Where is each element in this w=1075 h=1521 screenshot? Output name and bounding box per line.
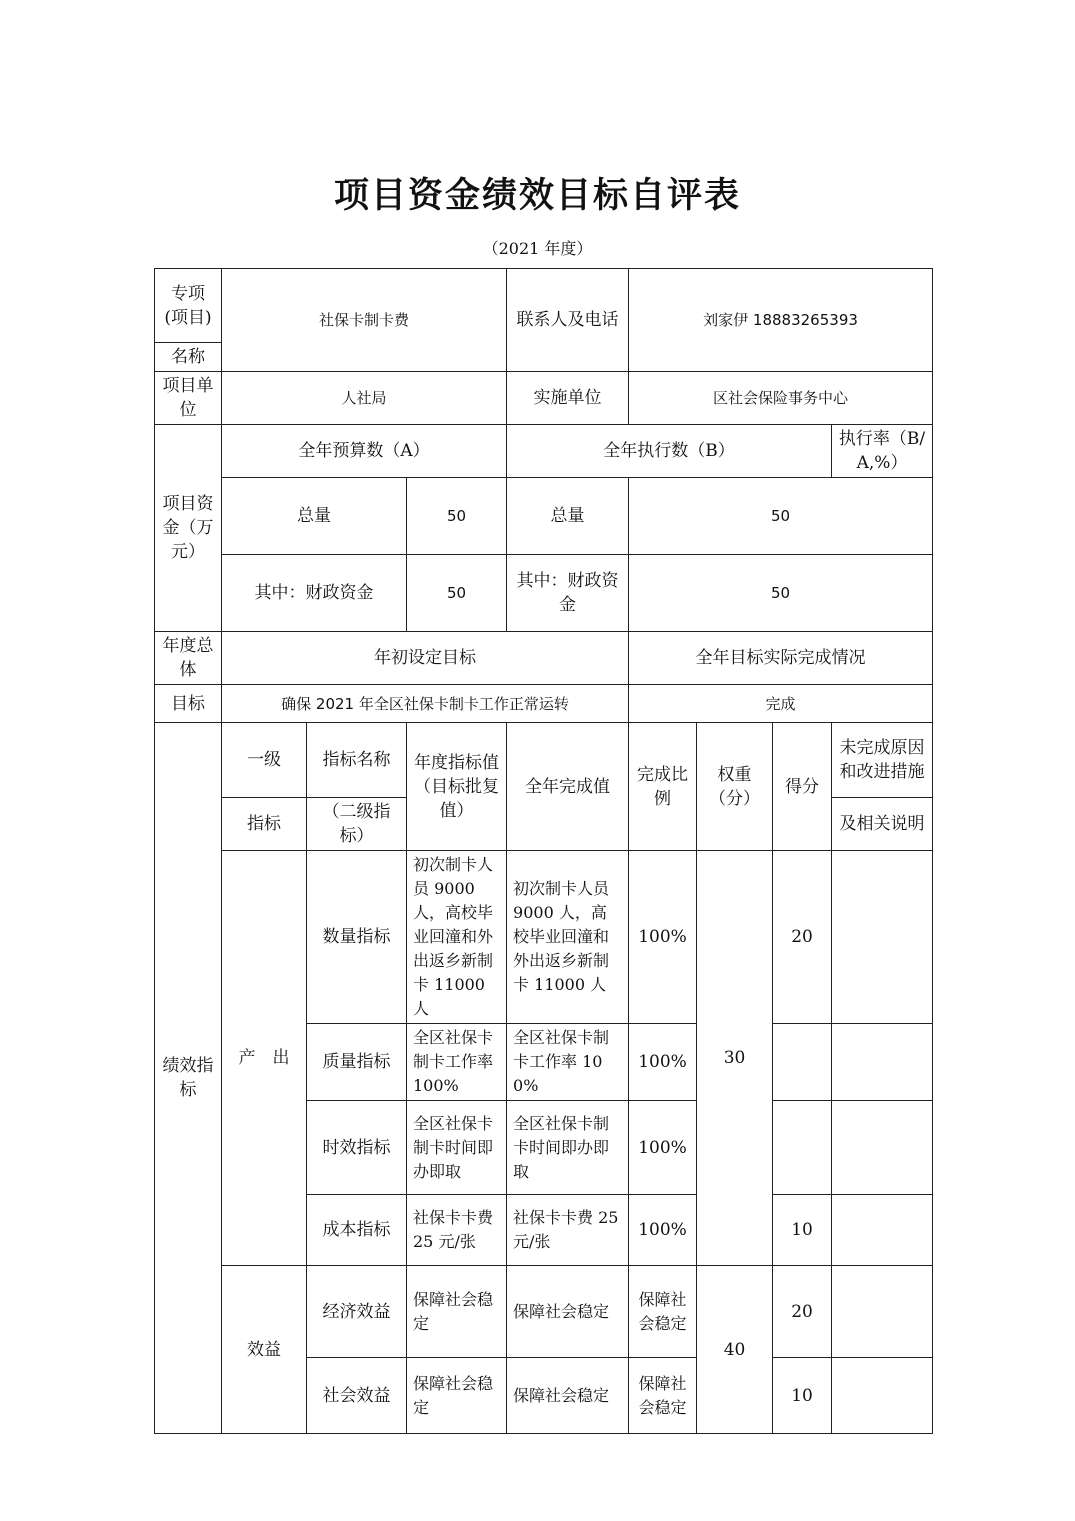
indicator-reason [832, 1195, 933, 1266]
funds-total-a: 50 [407, 478, 507, 555]
project-name-value: 社保卡制卡费 [222, 269, 507, 372]
contact-label: 联系人及电话 [507, 269, 629, 372]
indicator-score: 20 [773, 1266, 832, 1358]
rate-label: 执行率（B/A,%） [832, 425, 933, 478]
col-name-a: 指标名称 [307, 723, 407, 798]
indicator-score [773, 1101, 832, 1195]
indicator-reason [832, 1101, 933, 1195]
indicator-name: 成本指标 [307, 1195, 407, 1266]
indicator-name: 社会效益 [307, 1358, 407, 1434]
col-score: 得分 [773, 723, 832, 851]
exec-unit-value: 区社会保险事务中心 [629, 372, 933, 425]
unit-value: 人社局 [222, 372, 507, 425]
perf-label: 绩效指标 [155, 723, 222, 1434]
indicator-reason [832, 851, 933, 1024]
group-benefit-weight: 40 [697, 1266, 773, 1434]
goal-actual-label: 全年目标实际完成情况 [629, 632, 933, 685]
goal-set-label: 年初设定目标 [222, 632, 629, 685]
indicator-target: 保障社会稳定 [407, 1266, 507, 1358]
indicator-ratio: 100% [629, 1195, 697, 1266]
indicator-actual: 全区社保卡制卡时间即办即取 [507, 1101, 629, 1195]
col-ratio: 完成比例 [629, 723, 697, 851]
project-name-label: 专项(项目) [155, 269, 222, 343]
page-title: 项目资金绩效目标自评表 [333, 175, 741, 216]
funds-fiscal-label-b: 其中：财政资金 [507, 555, 629, 632]
funds-label: 项目资金（万元） [155, 425, 222, 632]
indicator-actual: 保障社会稳定 [507, 1358, 629, 1434]
indicator-actual: 社保卡卡费 25 元/张 [507, 1195, 629, 1266]
unit-label: 项目单位 [155, 372, 222, 425]
indicator-target: 社保卡卡费 25 元/张 [407, 1195, 507, 1266]
goal-label-b: 目标 [155, 685, 222, 723]
goal-actual-value: 完成 [629, 685, 933, 723]
group-output-weight: 30 [697, 851, 773, 1266]
col-reason-a: 未完成原因和改进措施 [832, 723, 933, 798]
funds-total-label-a: 总量 [222, 478, 407, 555]
indicator-score: 10 [773, 1358, 832, 1434]
indicator-target: 保障社会稳定 [407, 1358, 507, 1434]
col-actual: 全年完成值 [507, 723, 629, 851]
budget-label: 全年预算数（A） [222, 425, 507, 478]
indicator-ratio: 保障社会稳定 [629, 1266, 697, 1358]
col-level-b: 指标 [222, 798, 307, 851]
indicator-ratio: 保障社会稳定 [629, 1358, 697, 1434]
indicator-actual: 初次制卡人员 9000 人，高校毕业回潼和外出返乡新制卡 11000 人 [507, 851, 629, 1024]
indicator-reason [832, 1358, 933, 1434]
indicator-score: 10 [773, 1195, 832, 1266]
self-evaluation-table [154, 268, 933, 1434]
col-name-b: （二级指标） [307, 798, 407, 851]
col-target: 年度指标值（目标批复值） [407, 723, 507, 851]
goal-set-value: 确保 2021 年全区社保卡制卡工作正常运转 [222, 685, 629, 723]
indicator-target: 初次制卡人员 9000 人，高校毕业回潼和外出返乡新制卡 11000 人 [407, 851, 507, 1024]
indicator-name: 质量指标 [307, 1024, 407, 1101]
funds-fiscal-a: 50 [407, 555, 507, 632]
exec-label: 全年执行数（B） [507, 425, 832, 478]
funds-fiscal-label-a: 其中：财政资金 [222, 555, 407, 632]
indicator-actual: 全区社保卡制卡工作率 100% [507, 1024, 629, 1101]
indicator-reason [832, 1024, 933, 1101]
goal-label-a: 年度总体 [155, 632, 222, 685]
funds-total-label-b: 总量 [507, 478, 629, 555]
group-benefit: 效益 [222, 1266, 307, 1434]
project-name-label-b: 名称 [155, 343, 222, 372]
indicator-score [773, 1024, 832, 1101]
exec-unit-label: 实施单位 [507, 372, 629, 425]
indicator-name: 经济效益 [307, 1266, 407, 1358]
indicator-score: 20 [773, 851, 832, 1024]
col-weight: 权重（分） [697, 723, 773, 851]
funds-total-b: 50 [629, 478, 933, 555]
indicator-reason [832, 1266, 933, 1358]
indicator-name: 时效指标 [307, 1101, 407, 1195]
contact-value: 刘家伊 18883265393 [629, 269, 933, 372]
indicator-name: 数量指标 [307, 851, 407, 1024]
col-reason-b: 及相关说明 [832, 798, 933, 851]
year-note: （2021 年度） [482, 239, 593, 258]
indicator-target: 全区社保卡制卡工作率 100% [407, 1024, 507, 1101]
indicator-ratio: 100% [629, 851, 697, 1024]
group-output: 产 出 [222, 851, 307, 1266]
indicator-ratio: 100% [629, 1024, 697, 1101]
indicator-actual: 保障社会稳定 [507, 1266, 629, 1358]
funds-fiscal-b: 50 [629, 555, 933, 632]
indicator-ratio: 100% [629, 1101, 697, 1195]
indicator-target: 全区社保卡制卡时间即办即取 [407, 1101, 507, 1195]
col-level-a: 一级 [222, 723, 307, 798]
